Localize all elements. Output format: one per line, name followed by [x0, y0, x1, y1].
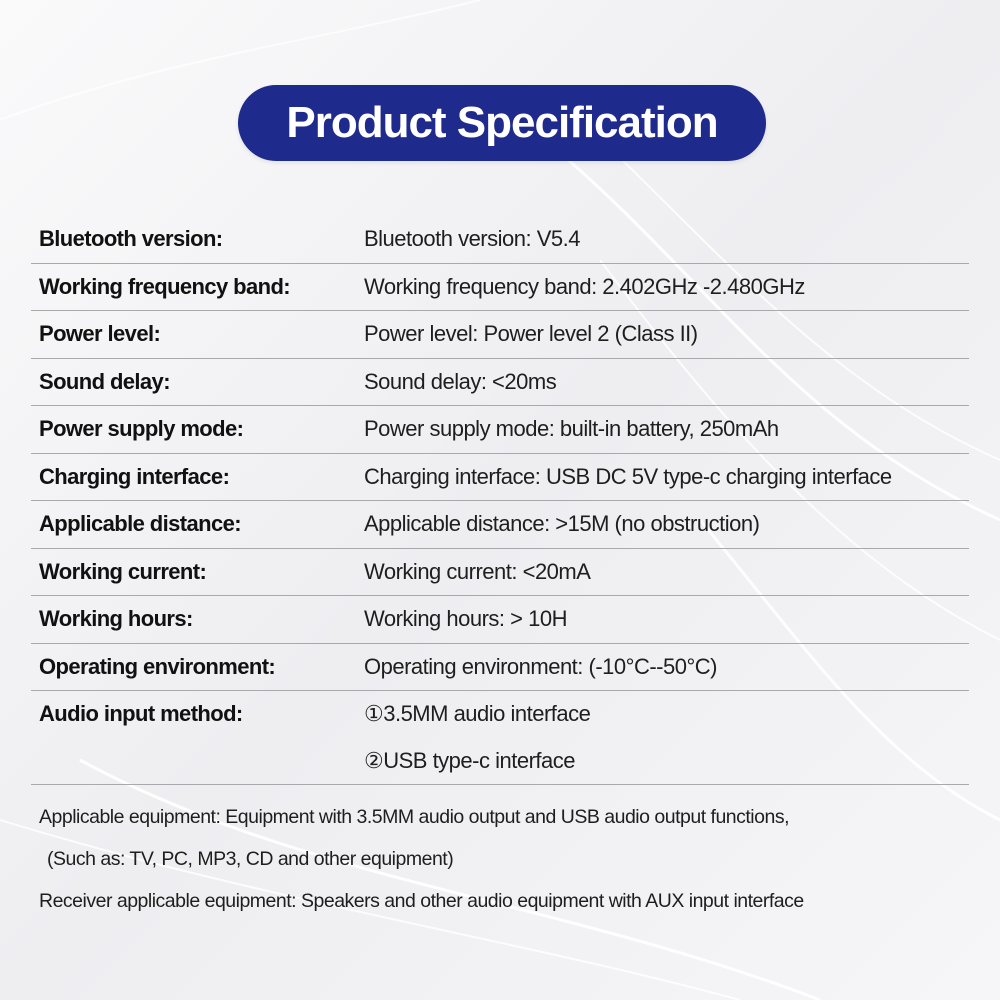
- spec-value: Sound delay: <20ms: [364, 368, 557, 394]
- spec-row-working-hours: [31, 596, 969, 644]
- spec-value: Power level: Power level 2 (Class II): [364, 321, 698, 347]
- spec-value: Working frequency band: 2.402GHz -2.480GHz: [364, 273, 805, 299]
- spec-row-applicable-distance: [31, 501, 969, 549]
- spec-table: [31, 216, 969, 785]
- spec-row-sound-delay: [31, 359, 969, 407]
- spec-label: Power level:: [39, 321, 161, 347]
- applicable-equipment-notes: [39, 800, 969, 926]
- spec-label: Working current:: [39, 558, 207, 584]
- note-line: Receiver applicable equipment: Speakers and other audio equipment with AUX input interface: [39, 890, 804, 912]
- spec-value: Working current: <20mA: [364, 558, 591, 584]
- spec-value: Operating environment: (-10°C--50°C): [364, 653, 717, 679]
- spec-label: Charging interface:: [39, 463, 230, 489]
- spec-row-audio-input-method: [31, 691, 969, 785]
- spec-row-working-current: [31, 549, 969, 597]
- spec-label: Working hours:: [39, 606, 193, 632]
- spec-value: Applicable distance: >15M (no obstruction): [364, 511, 760, 537]
- spec-label: Power supply mode:: [39, 416, 244, 442]
- spec-row-charging-interface: [31, 454, 969, 502]
- spec-value-item: ①3.5MM audio interface: [364, 701, 591, 726]
- spec-row-frequency-band: [31, 264, 969, 312]
- spec-label: Working frequency band:: [39, 273, 291, 299]
- note-line: (Such as: TV, PC, MP3, CD and other equipment): [47, 848, 454, 870]
- spec-label: Operating environment:: [39, 653, 276, 679]
- spec-value: Charging interface: USB DC 5V type-c charging interface: [364, 463, 892, 489]
- note-line: Applicable equipment: Equipment with 3.5MM audio output and USB audio output functions,: [39, 806, 790, 828]
- spec-value-list: [364, 691, 969, 784]
- spec-value: Bluetooth version: V5.4: [364, 226, 580, 252]
- spec-value-item: ②USB type-c interface: [364, 747, 575, 773]
- page-title: Product Specification: [286, 98, 718, 147]
- spec-label: Sound delay:: [39, 368, 170, 394]
- spec-label: Bluetooth version:: [39, 226, 223, 252]
- spec-value: Power supply mode: built-in battery, 250mAh: [364, 416, 779, 442]
- spec-row-operating-environment: [31, 644, 969, 692]
- spec-row-power-supply-mode: [31, 406, 969, 454]
- spec-label: Audio input method:: [39, 701, 243, 726]
- spec-row-power-level: [31, 311, 969, 359]
- spec-row-bluetooth-version: [31, 216, 969, 264]
- spec-label: Applicable distance:: [39, 511, 241, 537]
- title-banner: [238, 85, 766, 161]
- spec-value: Working hours: > 10H: [364, 606, 567, 632]
